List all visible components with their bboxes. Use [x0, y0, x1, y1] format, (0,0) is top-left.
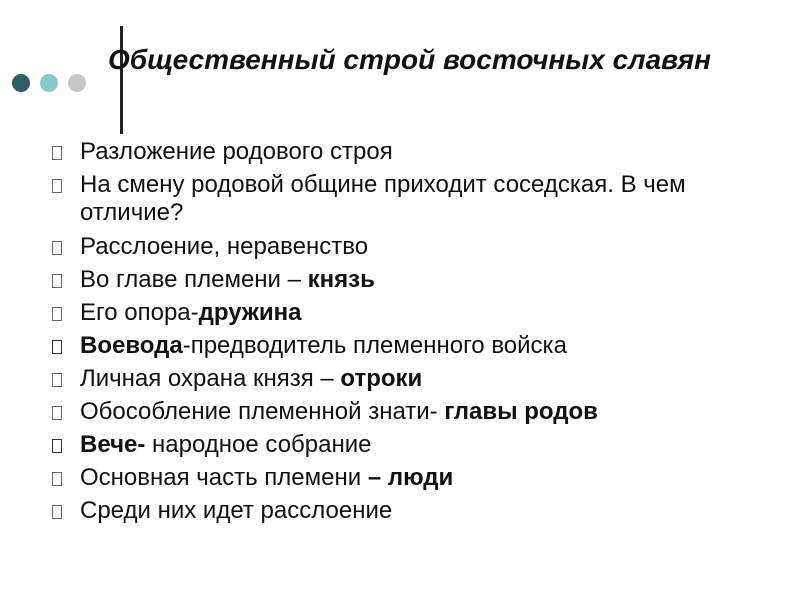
slide-title: Общественный строй восточных славян — [108, 44, 712, 75]
list-item — [52, 431, 772, 459]
bullet-text-pre: На смену родовой общине приходит соседская. В чем отличие? — [80, 171, 686, 226]
bullet-icon — [52, 274, 62, 288]
bullet-text-bold: главы родов — [444, 398, 598, 425]
bullet-icon — [52, 307, 62, 321]
dot-icon — [12, 74, 30, 92]
bullet-list — [52, 138, 772, 530]
title-divider-line — [120, 26, 123, 134]
bullet-text-bold: князь — [307, 266, 375, 293]
bullet-text-bold: – люди — [367, 464, 454, 491]
bullet-text-post: -предводитель племенного войска — [182, 332, 567, 359]
list-item — [52, 464, 772, 492]
bullet-text-bold: дружина — [198, 299, 302, 326]
bullet-text-pre: Основная часть племени — [80, 464, 368, 491]
bullet-text-pre: Расслоение, неравенство — [80, 233, 369, 260]
bullet-icon — [52, 146, 62, 160]
list-item — [52, 171, 772, 227]
bullet-icon — [52, 439, 62, 453]
list-item — [52, 138, 772, 166]
bullet-text-bold: отроки — [340, 365, 423, 392]
list-item — [52, 497, 772, 525]
list-item — [52, 365, 772, 393]
list-item — [52, 398, 772, 426]
bullet-text-bold: Вече- — [80, 431, 146, 458]
bullet-text-post: народное собрание — [145, 431, 372, 458]
decorative-dots — [12, 74, 86, 92]
bullet-text-pre: Среди них идет расслоение — [80, 497, 393, 524]
bullet-icon — [52, 406, 62, 420]
bullet-text-bold: Воевода — [80, 332, 183, 359]
list-item — [52, 332, 772, 360]
bullet-text-pre: Разложение родового строя — [80, 138, 393, 165]
bullet-text-pre: Личная охрана князя – — [80, 365, 341, 392]
list-item — [52, 233, 772, 261]
list-item — [52, 299, 772, 327]
dot-icon — [40, 74, 58, 92]
bullet-text-pre: Его опора- — [80, 299, 199, 326]
bullet-icon — [52, 241, 62, 255]
bullet-icon — [52, 340, 62, 354]
bullet-icon — [52, 373, 62, 387]
bullet-text-pre: Обособление племенной знати- — [80, 398, 445, 425]
bullet-icon — [52, 179, 62, 193]
bullet-icon — [52, 505, 62, 519]
list-item — [52, 266, 772, 294]
bullet-text-pre: Во главе племени – — [80, 266, 308, 293]
dot-icon — [68, 74, 86, 92]
bullet-icon — [52, 472, 62, 486]
